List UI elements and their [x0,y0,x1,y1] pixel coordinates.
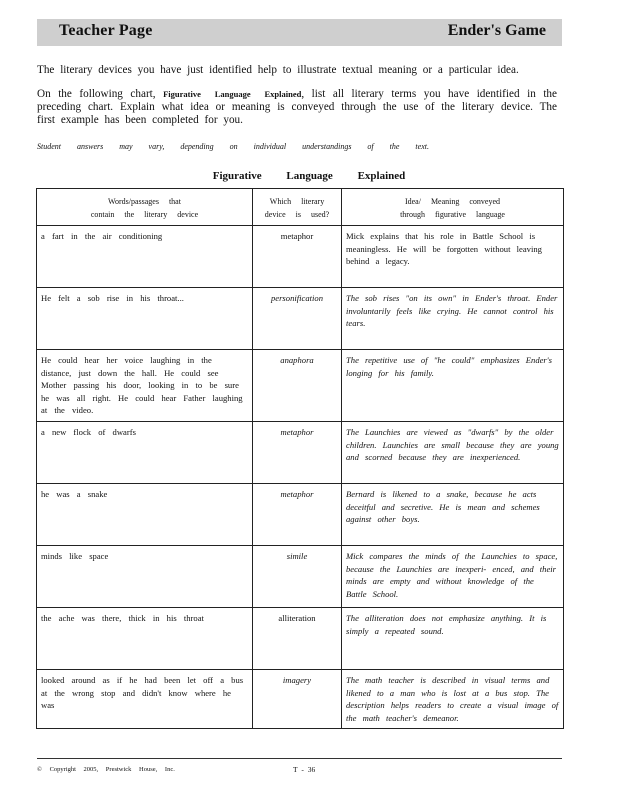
table-row [37,670,564,729]
student-note: Student answers may vary, depending on individual understandings of the text. [37,142,429,151]
meaning-cell: The sob rises "on its own" in Ender's throat. Ender involuntarily feels like crying. He cannot control his tears. [342,288,564,350]
intro-chart-reference: Figurative Language Explained [163,89,302,99]
header-words-passages [37,189,253,226]
table-row [37,422,564,484]
phrase-cell: minds like space [37,546,253,608]
header-col1-line2: contain the literary device [90,210,199,219]
device-cell: anaphora [253,350,342,422]
page-number: T - 36 [293,765,316,774]
phrase-cell: a new flock of dwarfs [37,422,253,484]
device-cell: personification [253,288,342,350]
intro-p2-before: On the following chart, [37,88,156,100]
header-meaning [342,189,564,226]
table-row [37,350,564,422]
meaning-cell: The math teacher is described in visual terms and likened to a man who is lost at a bus stop. The description helps readers to create a visual image of the math teacher's demeanor. [342,670,564,729]
table-header-row [37,189,564,226]
device-cell: imagery [253,670,342,729]
footer-divider [37,758,562,759]
table-row [37,608,564,670]
table-title: Figurative Language Explained [212,170,406,182]
phrase-cell: the ache was there, thick in his throat [37,608,253,670]
header-col1-line1: Words/passages that [108,197,181,206]
meaning-cell: The repetitive use of "he could" emphasizes Ender's longing for his family. [342,350,564,422]
meaning-cell: The alliteration does not emphasize anything. It is simply a repeated sound. [342,608,564,670]
header-col2-line2: device is used? [264,210,330,219]
phrase-cell: he was a snake [37,484,253,546]
device-cell: metaphor [253,226,342,288]
meaning-cell: The Launchies are viewed as "dwarfs" by the older children. Launchies are small because they are young and scorned because they are inexperienced. [342,422,564,484]
meaning-cell: Bernard is likened to a snake, because he acts deceitful and secretive. He is mean and schemes against other boys. [342,484,564,546]
intro-p2-after: , list all literary terms you have identified in the preceding chart. Explain what idea or meaning is conveyed through the use of the literary device. The first example has been completed for you. [37,88,557,126]
header-title-left: Teacher Page [59,22,153,39]
header-col3-line1: Idea/ Meaning conveyed [404,197,501,206]
table-row [37,226,564,288]
table-row [37,484,564,546]
header-title-right: Ender's Game [447,22,546,39]
copyright-notice: © Copyright 2005, Prestwick House, Inc. [37,766,175,773]
phrase-cell: He felt a sob rise in his throat... [37,288,253,350]
device-cell: alliteration [253,608,342,670]
header-col3-line2: through figurative language [400,210,505,219]
header-col2-line1: Which literary [269,197,325,206]
intro-paragraph-2 [37,88,557,127]
table-row [37,288,564,350]
meaning-cell: Mick explains that his role in Battle School is meaningless. He will be forgotten without leaving behind a legacy. [342,226,564,288]
meaning-cell: Mick compares the minds of the Launchies to space, because the Launchies are inexperi- enced, and their minds are empty and without knowledge of the Battle School. [342,546,564,608]
device-cell: simile [253,546,342,608]
device-cell: metaphor [253,422,342,484]
phrase-cell: He could hear her voice laughing in the distance, just down the hall. He could see Mother passing his door, looking in to be sure he was all right. He could hear Father laughing at the video. [37,350,253,422]
header-device [253,189,342,226]
figurative-language-table [36,188,564,729]
phrase-cell: a fart in the air conditioning [37,226,253,288]
device-cell: metaphor [253,484,342,546]
intro-paragraph-1: The literary devices you have just identified help to illustrate textual meaning or a particular idea. [37,64,519,76]
phrase-cell: looked around as if he had been let off a bus at the wrong stop and didn't know where he was [37,670,253,729]
table-row [37,546,564,608]
header-bar [37,19,562,46]
